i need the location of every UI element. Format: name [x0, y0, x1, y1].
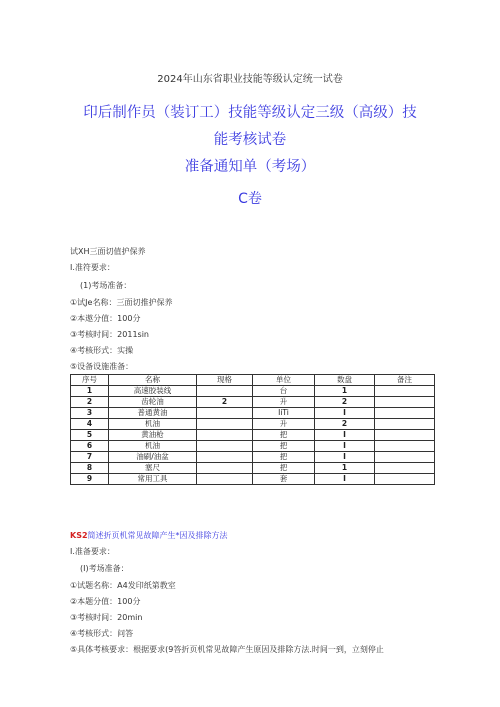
- cell-note: [375, 463, 435, 474]
- section2-prep-req: I.准备要求：: [70, 547, 115, 556]
- section1-item-3: ③考核时间：2011sin: [70, 330, 149, 339]
- section2-item-3: ③考核时间：20min: [70, 613, 143, 622]
- table-row: [71, 474, 435, 485]
- cell-spec: [197, 474, 253, 485]
- cell-note: [375, 419, 435, 430]
- section2-item-5: ⑤具体考核要求：根据要求(9答折页机常见故障产生原因及排除方法.时间一到，立刻停止: [70, 645, 384, 654]
- cell-spec: [197, 452, 253, 463]
- table-row: [71, 419, 435, 430]
- cell-name: 塞尺: [109, 463, 197, 474]
- cell-unit: 把: [253, 430, 315, 441]
- table-row: [71, 463, 435, 474]
- cell-qty: 1: [315, 386, 375, 397]
- cell-unit: 把: [253, 452, 315, 463]
- exam-header: 2024年山东省职业技能等级认定统一试卷: [157, 74, 343, 85]
- table-header-row: [71, 375, 435, 386]
- section2-exam-prep: (I)考场准备：: [80, 564, 129, 573]
- cell-note: [375, 474, 435, 485]
- cell-qty: I: [315, 430, 375, 441]
- col-header-unit: 单位: [253, 375, 315, 386]
- table-row: [71, 386, 435, 397]
- section1-title: 试XH三面切值护保养: [70, 247, 146, 256]
- section1-exam-prep: (1)考场准备：: [80, 281, 132, 290]
- cell-index: 8: [71, 463, 109, 474]
- cell-qty: 2: [315, 397, 375, 408]
- col-header-spec: 现格: [197, 375, 253, 386]
- cell-index: 6: [71, 441, 109, 452]
- cell-note: [375, 441, 435, 452]
- cell-name: 常用工具: [109, 474, 197, 485]
- col-header-note: 备注: [375, 375, 435, 386]
- cell-index: 7: [71, 452, 109, 463]
- cell-name: 黄油枪: [109, 430, 197, 441]
- section2-code: KS2: [70, 531, 88, 540]
- cell-index: 5: [71, 430, 109, 441]
- cell-name: 机油: [109, 419, 197, 430]
- cell-unit: 把: [253, 463, 315, 474]
- cell-spec: [197, 430, 253, 441]
- cell-index: 4: [71, 419, 109, 430]
- table-row: [71, 397, 435, 408]
- cell-index: 2: [71, 397, 109, 408]
- cell-unit: IiTi: [253, 408, 315, 419]
- col-header-name: 名称: [109, 375, 197, 386]
- equipment-table: [70, 374, 435, 485]
- table-row: [71, 430, 435, 441]
- cell-qty: 1: [315, 463, 375, 474]
- cell-spec: [197, 419, 253, 430]
- section1-item-1: ①试Je名称：三面切推护保养: [70, 298, 173, 307]
- cell-name: 机油: [109, 441, 197, 452]
- title-line-2: 能考核试卷: [213, 132, 287, 148]
- cell-note: [375, 408, 435, 419]
- col-header-index: 序号: [71, 375, 109, 386]
- table-row: [71, 452, 435, 463]
- cell-qty: 2: [315, 419, 375, 430]
- cell-name: 普通黄油: [109, 408, 197, 419]
- cell-spec: 2: [197, 397, 253, 408]
- table-row: [71, 441, 435, 452]
- section2-item-4: ④考核形式：问答: [70, 629, 134, 638]
- version-label: C卷: [238, 191, 262, 207]
- cell-index: 3: [71, 408, 109, 419]
- col-header-qty: 数盘: [315, 375, 375, 386]
- cell-spec: [197, 408, 253, 419]
- cell-unit: 台: [253, 386, 315, 397]
- section2-item-2: ②本题分值：100分: [70, 597, 141, 606]
- title-line-1: 印后制作员（装订工）技能等级认定三级（高级）技: [83, 105, 417, 121]
- cell-name: 油刷/油盆: [109, 452, 197, 463]
- cell-name: 高速胶装线: [109, 386, 197, 397]
- cell-note: [375, 397, 435, 408]
- cell-qty: I: [315, 474, 375, 485]
- section2-item-1: ①试题名称：A4发印纸第教室: [70, 581, 176, 590]
- section1-item-4: ④考核形式：实操: [70, 346, 134, 355]
- section1-prep-req: I.准符要求：: [70, 263, 115, 272]
- cell-note: [375, 386, 435, 397]
- cell-note: [375, 452, 435, 463]
- cell-qty: I: [315, 441, 375, 452]
- cell-name: 齿轮油: [109, 397, 197, 408]
- table-row: [71, 408, 435, 419]
- cell-spec: [197, 386, 253, 397]
- cell-unit: 套: [253, 474, 315, 485]
- cell-unit: 升: [253, 397, 315, 408]
- cell-index: 9: [71, 474, 109, 485]
- cell-spec: [197, 463, 253, 474]
- section1-item-2: ②本遨分值：100分: [70, 314, 141, 323]
- section2-title: 简述折页机常见故障产生*因及排除方法: [87, 531, 228, 540]
- cell-index: 1: [71, 386, 109, 397]
- cell-spec: [197, 441, 253, 452]
- cell-qty: I: [315, 452, 375, 463]
- cell-unit: 升: [253, 419, 315, 430]
- cell-qty: I: [315, 408, 375, 419]
- section1-item-5: ⑤设备设施准备：: [70, 362, 134, 371]
- cell-note: [375, 430, 435, 441]
- cell-unit: 把: [253, 441, 315, 452]
- section2-title-line: [70, 530, 228, 541]
- subtitle: 准备通知单（考场）: [184, 159, 316, 175]
